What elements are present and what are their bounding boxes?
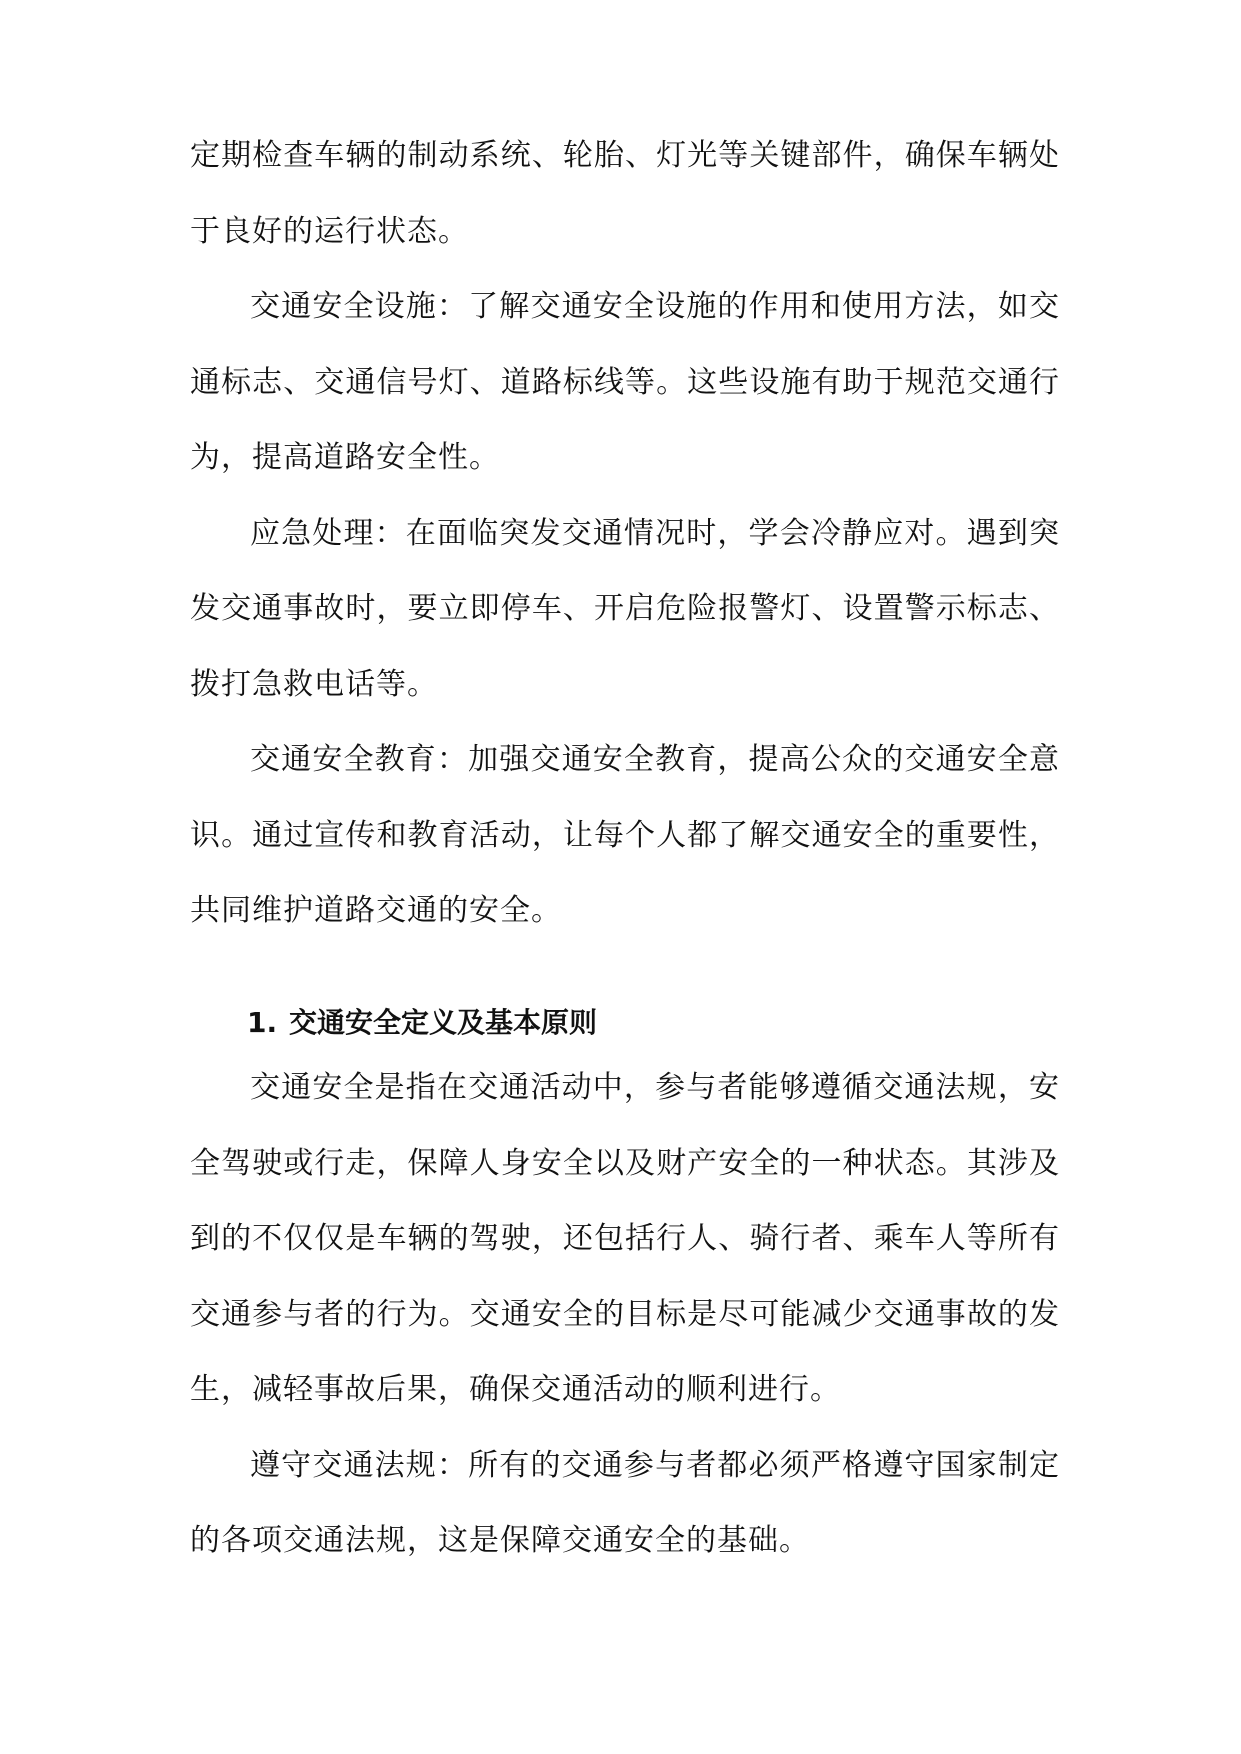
body-text-top [190, 118, 1060, 949]
paragraph-emergency-handling: 应急处理：在面临突发交通情况时，学会冷静应对。遇到突发交通事故时，要立即停车、开启危险报警灯、设置警示标志、拨打急救电话等。 [190, 515, 1060, 702]
section-heading [247, 1003, 597, 1043]
body-text-bottom [190, 1050, 1060, 1579]
section-title: 交通安全定义及基本原则 [289, 1006, 598, 1039]
paragraph-safety-facilities: 交通安全设施：了解交通安全设施的作用和使用方法，如交通标志、交通信号灯、道路标线等。这些设施有助于规范交通行为，提高道路安全性。 [190, 289, 1060, 475]
section-number: 1. [247, 1006, 278, 1039]
paragraph-safety-definition: 交通安全是指在交通活动中，参与者能够遵循交通法规，安全驾驶或行走，保障人身安全以及财产安全的一种状态。其涉及到的不仅仅是车辆的驾驶，还包括行人、骑行者、乘车人等所有交通参与者的行为。交通安全的目标是尽可能减少交通事故的发生，减轻事故后果，确保交通活动的顺利进行。 [190, 1070, 1060, 1407]
paragraph-obey-regulations: 遵守交通法规：所有的交通参与者都必须严格遵守国家制定的各项交通法规，这是保障交通安全的基础。 [190, 1447, 1060, 1558]
paragraph-safety-education: 交通安全教育：加强交通安全教育，提高公众的交通安全意识。通过宣传和教育活动，让每个人都了解交通安全的重要性，共同维护道路交通的安全。 [190, 742, 1060, 928]
paragraph-vehicle-inspection: 定期检查车辆的制动系统、轮胎、灯光等关键部件，确保车辆处于良好的运行状态。 [190, 138, 1060, 249]
